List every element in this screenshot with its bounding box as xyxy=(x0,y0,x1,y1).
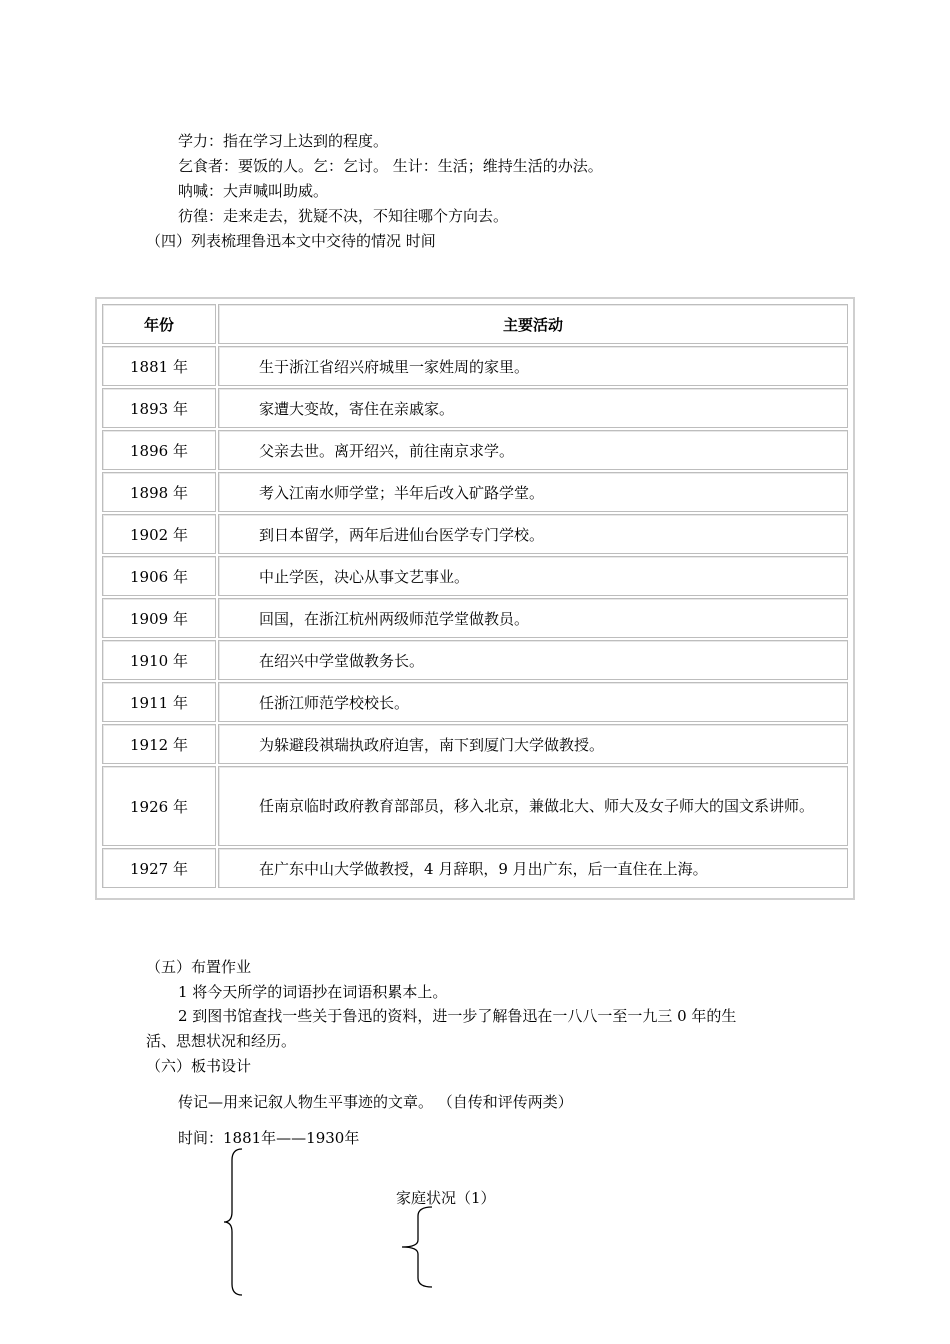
year-cell: 1912 年 xyxy=(102,724,216,764)
activity-cell: 在绍兴中学堂做教务长。 xyxy=(218,640,848,680)
board-definition: 传记—用来记叙人物生平事迹的文章。 （自传和评传两类） xyxy=(178,1093,573,1111)
table-row xyxy=(102,598,848,638)
year-cell: 1893 年 xyxy=(102,388,216,428)
table-row xyxy=(102,724,848,764)
homework-item-2-line-2: 活、思想状况和经历。 xyxy=(146,1032,297,1050)
header-year: 年份 xyxy=(102,304,216,344)
vocab-nahan: 呐喊：大声喊叫助威。 xyxy=(178,182,329,200)
section-6-title: （六）板书设计 xyxy=(146,1057,252,1075)
large-brace-icon xyxy=(222,1148,246,1296)
timeline-table xyxy=(95,297,855,900)
table-row xyxy=(102,346,848,386)
board-family-status: 家庭状况（1） xyxy=(396,1189,496,1207)
activity-text: 任南京临时政府教育部部员，移入北京，兼做北大、师大及女子师大的国文系讲师。 xyxy=(259,797,815,815)
table-row xyxy=(102,640,848,680)
table-row xyxy=(102,514,848,554)
activity-cell: 家遭大变故，寄住在亲戚家。 xyxy=(218,388,848,428)
vocab-xueli: 学力：指在学习上达到的程度。 xyxy=(178,132,389,150)
table-row xyxy=(102,848,848,888)
table-row xyxy=(102,682,848,722)
year-cell: 1926 年 xyxy=(102,766,216,846)
activity-cell xyxy=(218,766,848,846)
year-cell: 1902 年 xyxy=(102,514,216,554)
small-brace-icon xyxy=(400,1206,436,1288)
table-row xyxy=(102,766,848,846)
activity-cell: 生于浙江省绍兴府城里一家姓周的家里。 xyxy=(218,346,848,386)
section-5-title: （五）布置作业 xyxy=(146,958,252,976)
activity-cell: 父亲去世。离开绍兴，前往南京求学。 xyxy=(218,430,848,470)
table-row xyxy=(102,556,848,596)
board-time: 时间：1881年——1930年 xyxy=(178,1129,360,1147)
section-4-title: （四）列表梳理鲁迅本文中交待的情况 时间 xyxy=(146,232,436,250)
year-cell: 1881 年 xyxy=(102,346,216,386)
table-row xyxy=(102,430,848,470)
activity-cell: 考入江南水师学堂；半年后改入矿路学堂。 xyxy=(218,472,848,512)
header-activity: 主要活动 xyxy=(218,304,848,344)
year-cell: 1910 年 xyxy=(102,640,216,680)
table-row xyxy=(102,388,848,428)
year-cell: 1906 年 xyxy=(102,556,216,596)
homework-item-2-line-1: 2 到图书馆查找一些关于鲁迅的资料，进一步了解鲁迅在一八八一至一九三 0 年的生 xyxy=(178,1007,737,1025)
activity-cell: 为躲避段祺瑞执政府迫害，南下到厦门大学做教授。 xyxy=(218,724,848,764)
year-cell: 1896 年 xyxy=(102,430,216,470)
activity-cell: 到日本留学，两年后进仙台医学专门学校。 xyxy=(218,514,848,554)
year-cell: 1927 年 xyxy=(102,848,216,888)
vocab-qishizhe: 乞食者：要饭的人。乞：乞讨。 生计：生活；维持生活的办法。 xyxy=(178,157,603,175)
activity-cell: 任浙江师范学校校长。 xyxy=(218,682,848,722)
activity-cell: 中止学医，决心从事文艺事业。 xyxy=(218,556,848,596)
table-row xyxy=(102,472,848,512)
activity-cell: 回国，在浙江杭州两级师范学堂做教员。 xyxy=(218,598,848,638)
activity-cell: 在广东中山大学做教授，4 月辞职，9 月出广东，后一直住在上海。 xyxy=(218,848,848,888)
year-cell: 1898 年 xyxy=(102,472,216,512)
vocab-panghuang: 彷徨：走来走去，犹疑不决，不知往哪个方向去。 xyxy=(178,207,509,225)
year-cell: 1911 年 xyxy=(102,682,216,722)
year-cell: 1909 年 xyxy=(102,598,216,638)
homework-item-1: 1 将今天所学的词语抄在词语积累本上。 xyxy=(178,983,448,1001)
